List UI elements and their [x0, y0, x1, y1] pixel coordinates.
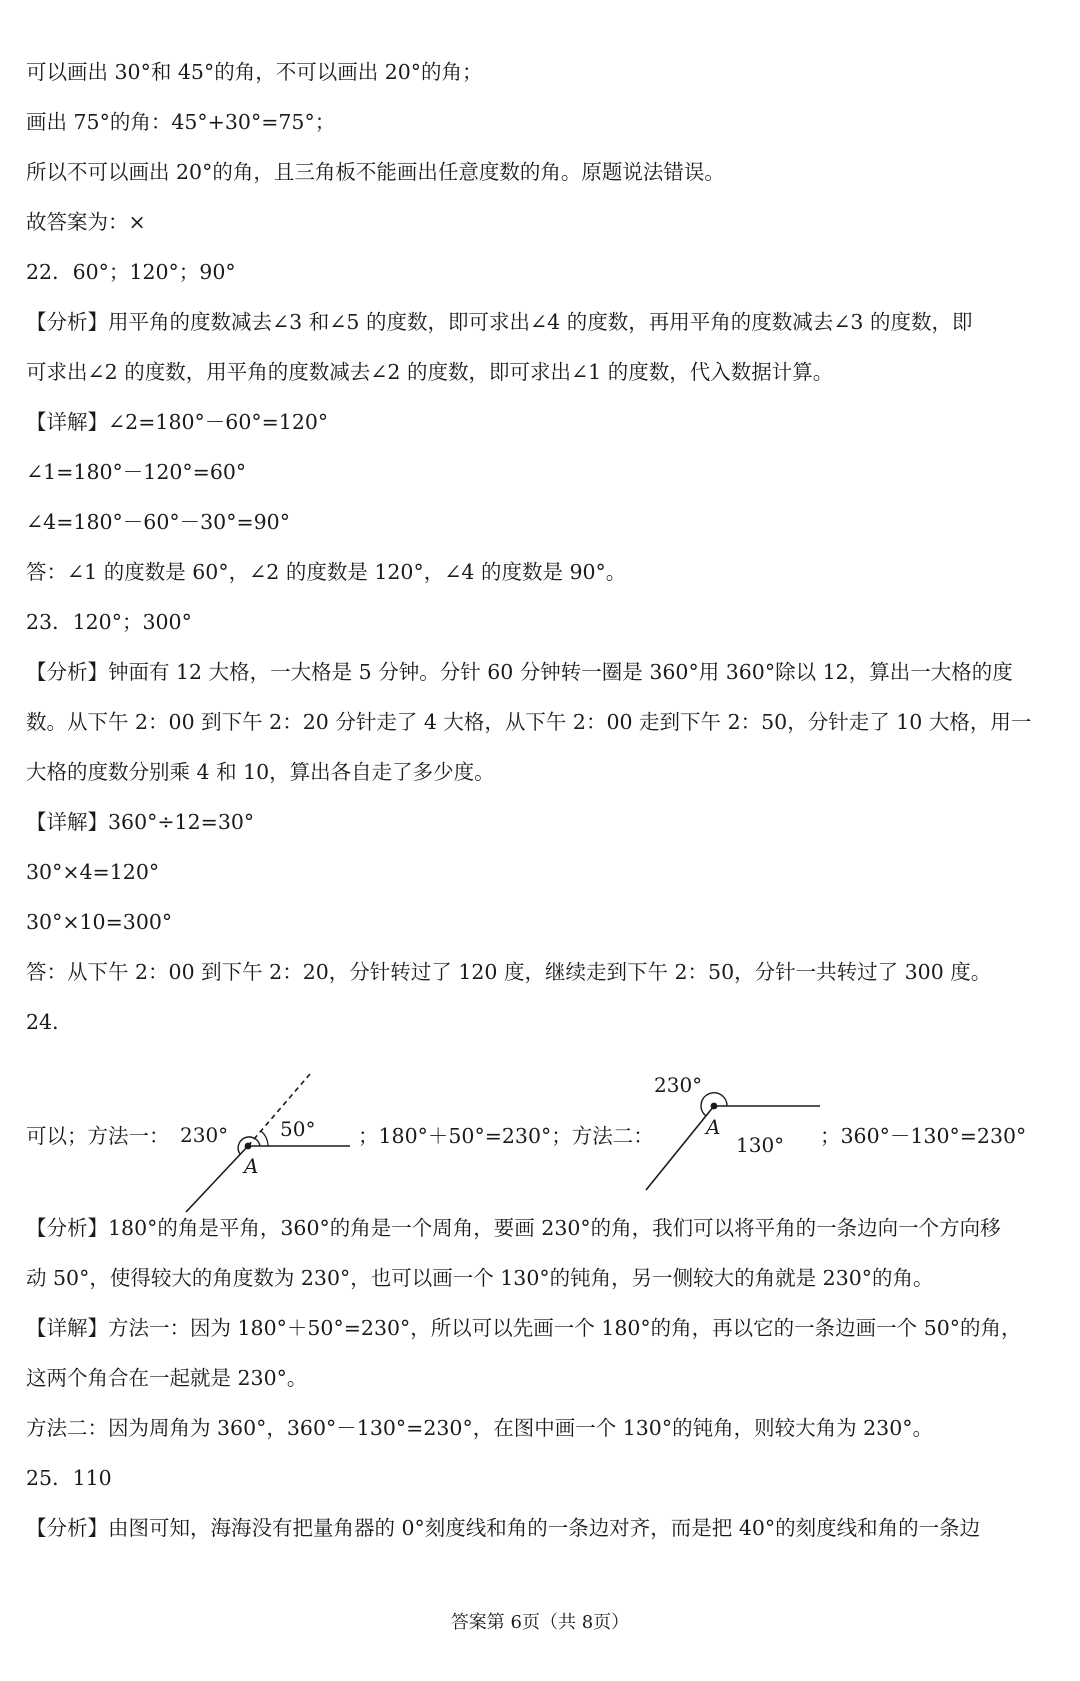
label-50: 50°	[280, 1117, 316, 1141]
text-line: 【分析】用平角的度数减去∠3 和∠5 的度数，即可求出∠4 的度数，再用平角的度数减去∠3 的度数，即	[26, 310, 973, 334]
question-23-answer: 23．120°；300°	[26, 610, 192, 634]
label-230: 230°	[654, 1073, 703, 1097]
answer-prefix: 可以；方法一：	[26, 1124, 170, 1148]
text-line: 【分析】由图可知，海海没有把量角器的 0°刻度线和角的一条边对齐，而是把 40°的刻度线和角的一条边	[26, 1516, 981, 1540]
text-line: ∠1=180°－120°=60°	[26, 460, 247, 484]
text-line: 【详解】∠2=180°－60°=120°	[26, 410, 329, 434]
vertex-label: A	[244, 1154, 259, 1178]
text-line: 所以不可以画出 20°的角，且三角板不能画出任意度数的角。原题说法错误。	[26, 160, 725, 184]
text-line: 答：从下午 2：00 到下午 2：20，分针转过了 120 度，继续走到下午 2：50，分针一共转过了 300 度。	[26, 960, 992, 984]
page-footer: 答案第 6页（共 8页）	[450, 1612, 630, 1633]
text-line: 故答案为：×	[26, 210, 146, 234]
text-line: 【分析】180°的角是平角，360°的角是一个周角，要画 230°的角，我们可以将平角的一条边向一个方向移	[26, 1216, 1001, 1240]
text-line: 大格的度数分别乘 4 和 10，算出各自走了多少度。	[26, 760, 495, 784]
text-line: 【详解】360°÷12=30°	[26, 810, 255, 834]
angle-diagram-method-2	[640, 1068, 830, 1198]
text-line: 可以画出 30°和 45°的角，不可以画出 20°的角；	[26, 60, 483, 84]
method-2-equation: ；360°－130°=230°	[820, 1124, 1027, 1148]
text-line: ∠4=180°－60°－30°=90°	[26, 510, 290, 534]
vertex-label: A	[706, 1115, 721, 1139]
method-1-equation: ；180°＋50°=230°；方法二：	[358, 1124, 654, 1148]
text-line: 【详解】方法一：因为 180°＋50°=230°，所以可以先画一个 180°的角，再以它的一条边画一个 50°的角，	[26, 1316, 1022, 1340]
text-line: 30°×10=300°	[26, 910, 173, 934]
text-line: 30°×4=120°	[26, 860, 160, 884]
label-130: 130°	[736, 1133, 785, 1157]
text-line: 【分析】钟面有 12 大格，一大格是 5 分钟。分针 60 分钟转一圈是 360°用 360°除以 12，算出一大格的度	[26, 660, 1013, 684]
text-line: 答：∠1 的度数是 60°，∠2 的度数是 120°，∠4 的度数是 90°。	[26, 560, 627, 584]
question-22-answer: 22．60°；120°；90°	[26, 260, 236, 284]
question-24-number: 24．	[26, 1010, 73, 1034]
text-line: 画出 75°的角：45°+30°=75°；	[26, 110, 336, 134]
angle-diagram-method-1	[180, 1062, 360, 1222]
text-line: 数。从下午 2：00 到下午 2：20 分针走了 4 大格，从下午 2：00 走到下午 2：50，分针走了 10 大格，用一	[26, 710, 1032, 734]
label-230: 230°	[180, 1123, 229, 1147]
question-25-answer: 25．110	[26, 1466, 112, 1490]
text-line: 方法二：因为周角为 360°，360°－130°=230°，在图中画一个 130°的钝角，则较大角为 230°。	[26, 1416, 933, 1440]
text-line: 动 50°，使得较大的角度数为 230°，也可以画一个 130°的钝角，另一侧较大的角就是 230°的角。	[26, 1266, 934, 1290]
text-line: 可求出∠2 的度数，用平角的度数减去∠2 的度数，即可求出∠1 的度数，代入数据计算。	[26, 360, 834, 384]
text-line: 这两个角合在一起就是 230°。	[26, 1366, 308, 1390]
